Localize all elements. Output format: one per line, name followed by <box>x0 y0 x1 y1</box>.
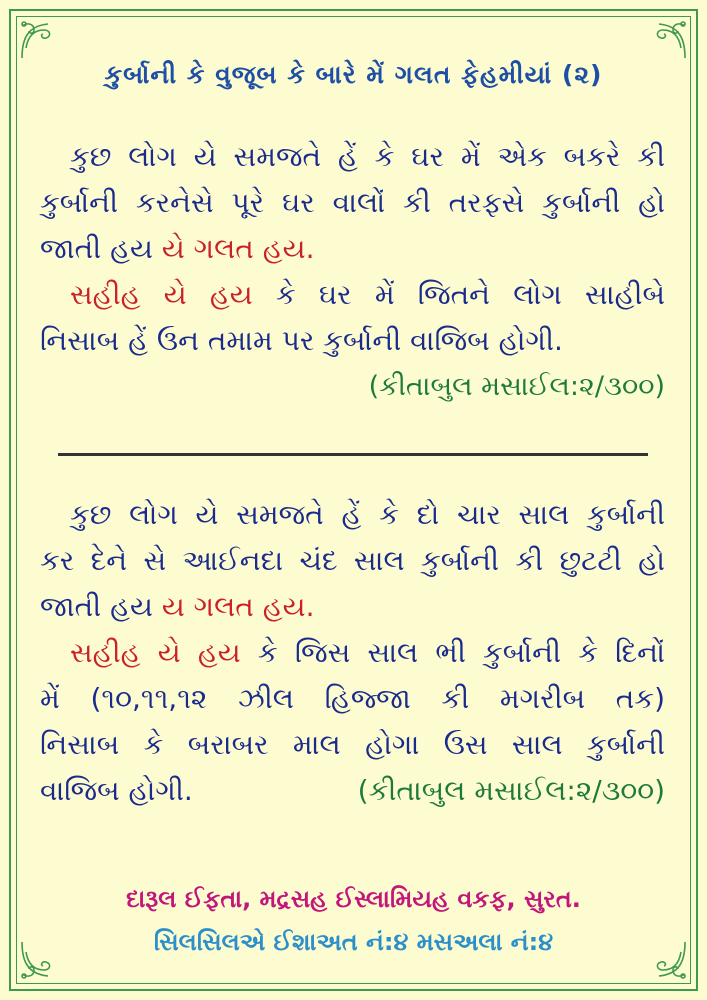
section-1-reference: (કીતાબુલ મસાઈલ:૨/૩૦૦) <box>368 371 665 402</box>
page-title: કુર્બાની કે વુજૂબ કે બારે મેં ગલત ફેહમીયાં (૨) <box>104 60 603 89</box>
section-2-line-7-text: વાજિબ હોગી. <box>40 774 193 807</box>
footer-organization: દારૂલ ઈફતા, મદ્રસહ ઈસ્લામિયહ વકફ, સુરત. <box>126 885 581 913</box>
section-1-line-5: નિસાબ હેં ઉન તમામ પર કુર્બાની વાજિબ હોગી. <box>40 324 563 357</box>
section-divider <box>58 453 648 456</box>
section-2-line-7 <box>40 768 665 814</box>
section-2-reference: (કીતાબુલ મસાઈલ:૨/૩૦૦) <box>357 774 665 807</box>
section-2-line-5: મેં (૧૦,૧૧,૧૨ ઝીલ હિજ્જા કી મગરીબ તક) <box>40 682 665 715</box>
footer-series: સિલસિલએ ઈશાઅત નં:૪ મસઅલા નં:૪ <box>153 928 554 956</box>
section-1-line-3 <box>40 226 665 272</box>
corner-ornament-icon <box>18 18 62 62</box>
section-2-wrong-note: ય ગલત હય. <box>161 590 315 623</box>
section-1-line-4 <box>40 272 665 318</box>
section-1 <box>40 134 665 410</box>
section-1-line-2: કુર્બાની કરનેસે પૂરે ઘર વાલોં કી તરફસે કુર્બાની હો <box>40 186 665 219</box>
section-1-wrong-note: યે ગલત હય. <box>161 232 315 265</box>
section-2-line-3 <box>40 584 665 630</box>
section-1-line-4-text: કે ઘર મેં જિતને લોગ સાહીબે <box>252 278 665 311</box>
section-2-line-4-text: કે જિસ સાલ ભી કુર્બાની કે દિનોં <box>240 636 665 669</box>
section-2-line-6: નિસાબ કે બરાબર માલ હોગા ઉસ સાલ કુર્બાની <box>40 728 665 761</box>
section-2-line-1: કુછ લોગ યે સમજતે હેં કે દો ચાર સાલ કુર્બાની <box>70 498 665 531</box>
section-2 <box>40 492 665 814</box>
section-2-line-3-text: જાતી હય <box>40 590 162 623</box>
section-2-line-2: કર દેને સે આઈનદા ચંદ સાલ કુર્બાની કી છુટટી હો <box>40 544 665 577</box>
section-1-line-3-text: જાતી હય <box>40 232 162 265</box>
section-1-correct-note: સહીહ યે હય <box>70 278 253 311</box>
section-2-correct-note: સહીહ યે હય <box>70 636 241 669</box>
corner-ornament-icon <box>645 18 689 62</box>
section-2-line-4 <box>40 630 665 676</box>
section-1-line-1: કુછ લોગ યે સમજતે હેં કે ઘર મેં એક બકરે કી <box>70 140 665 173</box>
